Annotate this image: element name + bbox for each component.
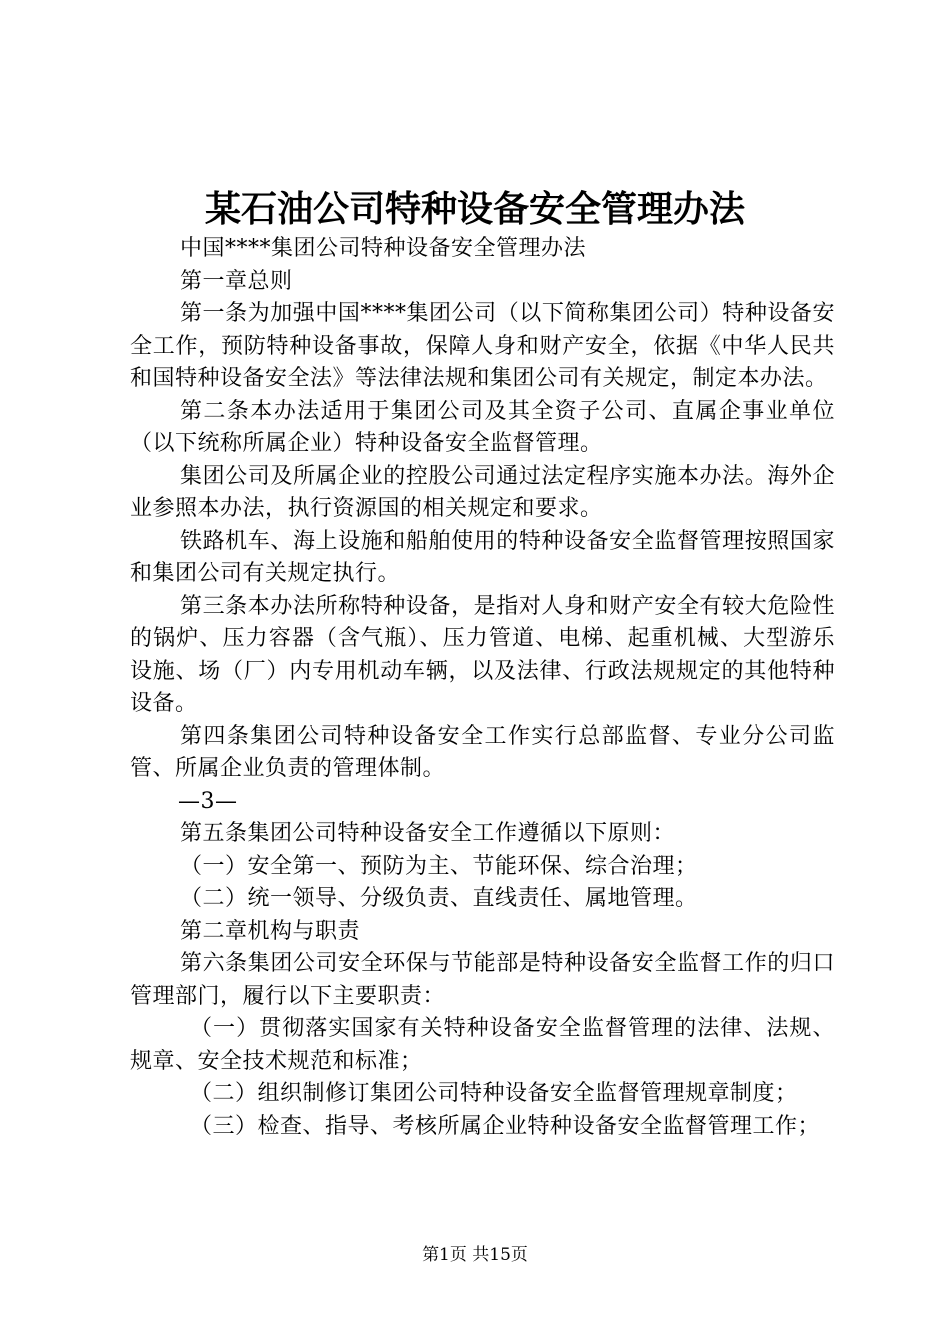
chapter-heading: 第二章机构与职责 — [180, 918, 361, 944]
article-paragraph: 第四条集团公司特种设备安全工作实行总部监督、专业分公司监管、所属企业负责的管理体制。 — [130, 723, 835, 781]
article-paragraph: 第一条为加强中国****集团公司（以下简称集团公司）特种设备安全工作，预防特种设备事故，保障人身和财产安全，依据《中华人民共和国特种设备安全法》等法律法规和集团公司有关规定，制定本办法。 — [130, 301, 835, 391]
list-item: （一）安全第一、预防为主、节能环保、综合治理； — [180, 853, 698, 879]
list-item: （二）统一领导、分级负责、直线责任、属地管理。 — [180, 886, 698, 911]
article-paragraph: 第五条集团公司特种设备安全工作遵循以下原则： — [180, 821, 676, 846]
list-item: （二）组织制修订集团公司特种设备安全监督管理规章制度； — [190, 1081, 798, 1106]
inline-page-number: —3— — [178, 788, 238, 814]
chapter-heading: 第一章总则 — [180, 268, 293, 294]
page-footer: 第1页 共15页 — [422, 1245, 528, 1265]
page-title: 某石油公司特种设备安全管理办法 — [204, 188, 745, 230]
article-paragraph: 第六条集团公司安全环保与节能部是特种设备安全监督工作的归口管理部门，履行以下主要职责： — [130, 951, 835, 1009]
article-paragraph: 第三条本办法所称特种设备，是指对人身和财产安全有较大危险性的锅炉、压力容器（含气瓶）、压力管道、电梯、起重机械、大型游乐设施、场（厂）内专用机动车辆，以及法律、行政法规规定的其他特种设备。 — [130, 593, 835, 716]
subtitle-line: 中国****集团公司特种设备安全管理办法 — [180, 236, 587, 261]
article-paragraph: 铁路机车、海上设施和船舶使用的特种设备安全监督管理按照国家和集团公司有关规定执行。 — [130, 528, 835, 586]
document-body — [130, 233, 835, 1143]
list-item: （一）贯彻落实国家有关特种设备安全监督管理的法律、法规、规章、安全技术规范和标准； — [130, 1016, 835, 1074]
article-paragraph: 集团公司及所属企业的控股公司通过法定程序实施本办法。海外企业参照本办法，执行资源国的相关规定和要求。 — [130, 463, 835, 521]
article-paragraph: 第二条本办法适用于集团公司及其全资子公司、直属企事业单位（以下统称所属企业）特种设备安全监督管理。 — [130, 398, 835, 456]
list-item: （三）检查、指导、考核所属企业特种设备安全监督管理工作； — [190, 1113, 821, 1139]
